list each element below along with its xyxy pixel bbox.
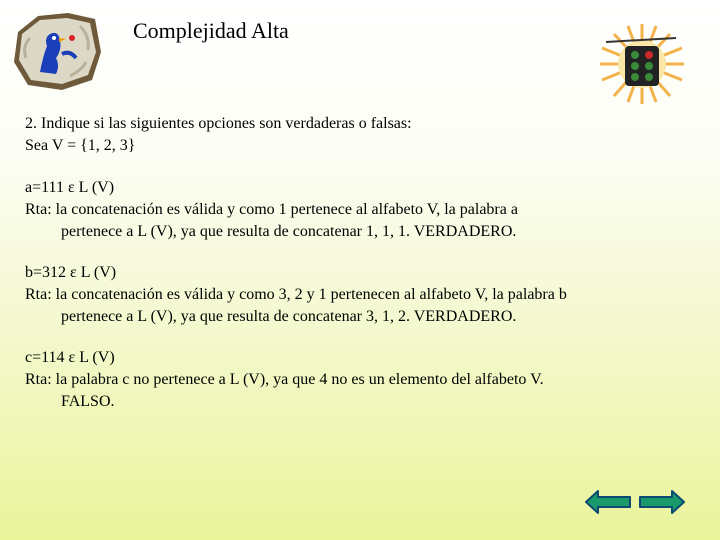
answer-b-line2: pertenece a L (V), ya que resulta de concatenar 3, 1, 2. VERDADERO. <box>61 308 517 325</box>
statement-c: c=114 ε L (V) <box>25 349 115 366</box>
penguin-logo-icon <box>10 10 105 92</box>
statement-a: a=111 ε L (V) <box>25 179 115 196</box>
next-button[interactable] <box>638 489 686 515</box>
answer-c-line2: FALSO. <box>61 393 115 410</box>
previous-button[interactable] <box>584 489 632 515</box>
page-title: Complejidad Alta <box>133 18 289 43</box>
question-text: 2. Indique si las siguientes opciones son verdaderas o falsas: <box>25 115 412 132</box>
arrow-right-icon <box>638 489 686 515</box>
answer-a-line1: Rta: la concatenación es válida y como 1 pertenece al alfabeto V, la palabra a <box>25 201 518 218</box>
content-body <box>25 113 705 413</box>
set-definition: Sea V = {1, 2, 3} <box>25 137 136 154</box>
arrow-left-icon <box>584 489 632 515</box>
answer-c-line1: Rta: la palabra c no pertenece a L (V), ya que 4 no es un elemento del alfabeto V. <box>25 371 544 388</box>
traffic-light-icon <box>598 24 686 106</box>
answer-a-line2: pertenece a L (V), ya que resulta de concatenar 1, 1, 1. VERDADERO. <box>61 223 517 240</box>
answer-b-line1: Rta: la concatenación es válida y como 3, 2 y 1 pertenecen al alfabeto V, la palabra b <box>25 286 567 303</box>
statement-b: b=312 ε L (V) <box>25 264 117 281</box>
